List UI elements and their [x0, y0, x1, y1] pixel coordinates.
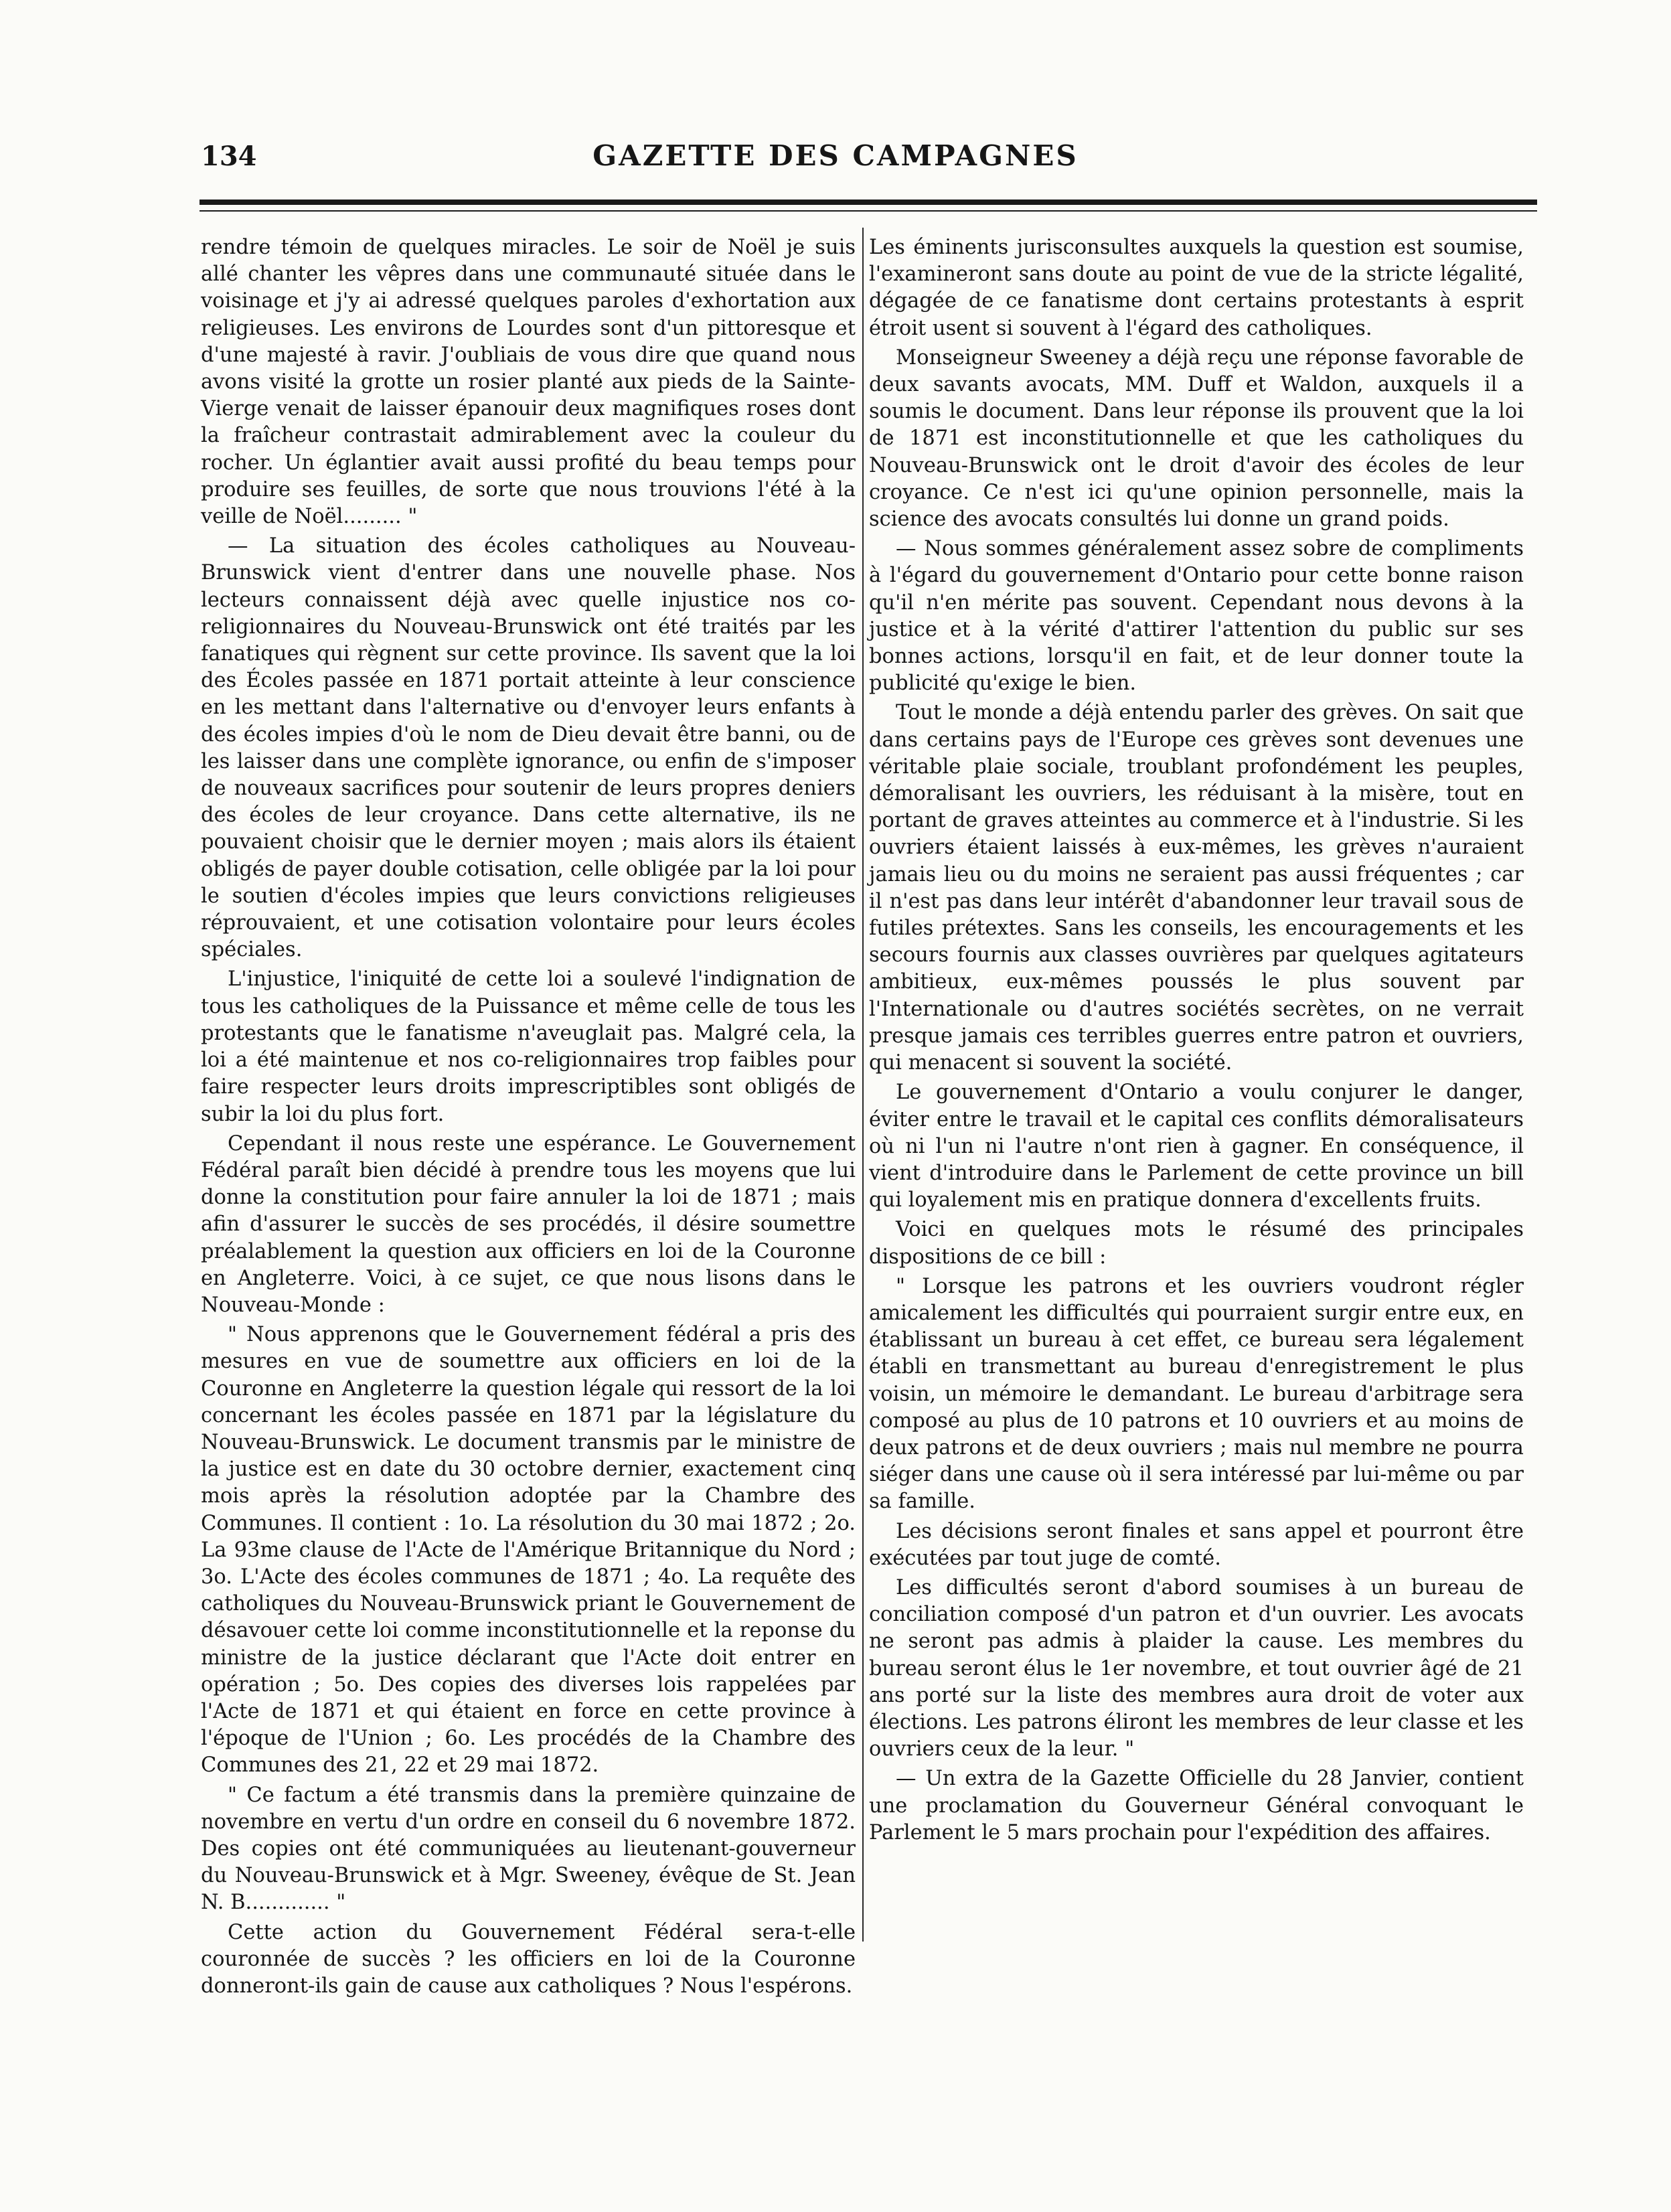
paragraph-decisions: Les décisions seront finales et sans appel et pourront être exécutées par tout juge de comté. [869, 1519, 1524, 1570]
paragraph-lourdes-letter: rendre témoin de quelques miracles. Le soir de Noël je suis allé chanter les vêpres dans une communauté située dans le voisinage et j'y ai adressé quelques paroles d'exhortation aux religieuses. Les environs de Lourdes sont d'un pittoresque et d'une majesté à ravir. J'oubliais de vous dire que quand nous avons visité la grotte un rosier planté aux pieds de la Sainte-Vierge venait de laisser épanouir deux magnifiques roses dont la fraîcheur contrastait admirablement avec la couleur du rocher. Un églantier avait aussi profité du beau temps pour produire ses feuilles, de sorte que nous trouvions l'été à la veille de Noël......... " [201, 236, 856, 529]
paragraph-arbitration: " Lorsque les patrons et les ouvriers voudront régler amicalement les difficultés qui pourraient surgir entre eux, en établissant un bureau à cet effet, ce bureau sera légalement établi en transmettant au bureau d'enregistrement le plus voisin, un mémoire le demandant. Le bureau d'arbitrage sera composé au plus de 10 patrons et 10 ouvriers et au moins de deux patrons et de deux ouvriers ; mais nul membre ne pourra siéger dans une cause où il sera intéressé par lui-même ou par sa famille. [869, 1274, 1524, 1514]
paragraph-hope: Cependant il nous reste une espérance. Le Gouvernement Fédéral paraît bien décidé à prendre tous les moyens que lui donne la constitution pour faire annuler la loi de 1871 ; mais afin d'assurer le succès de ses procédés, il désire soumettre préalablement la question aux officiers en loi de la Couronne en Angleterre. Voici, à ce sujet, ce que nous lisons dans le Nouveau-Monde : [201, 1131, 856, 1317]
paragraph-quote-nouveau-monde: " Nous apprenons que le Gouvernement fédéral a pris des mesures en vue de soumettre aux officiers en loi de la Couronne en Angleterre la question légale qui ressort de la loi concernant les écoles passée en 1871 par la législature du Nouveau-Brunswick. Le document transmis par le ministre de la justice est en date du 30 octobre dernier, exactement cinq mois après la résolution adoptée par la Chambre des Communes. Il contient : 1o. La résolution du 30 mai 1872 ; 2o. La 93me clause de l'Acte de l'Amérique Britannique du Nord ; 3o. L'Acte des écoles communes de 1871 ; 4o. La requête des catholiques du Nouveau-Brunswick priant le Gouvernement de désavouer cette loi comme inconstitutionnelle et la reponse du ministre de la justice déclarant que l'Acte doit entrer en opération ; 5o. Des copies des diverses lois rappelées par l'Acte de 1871 et qui étaient en force en cette province à l'époque de l'Union ; 6o. Les procédés de la Chambre des Communes des 21, 22 et 29 mai 1872. [201, 1323, 856, 1778]
header-rule-thick [200, 200, 1537, 205]
paragraph-injustice: L'injustice, l'iniquité de cette loi a soulevé l'indignation de tous les catholiques de la Puissance et même celle de tous les protestants que le fanatisme n'aveuglait pas. Malgré cela, la loi a été maintenue et nos co-religionnaires trop faibles pour faire respecter leurs droits imprescriptibles sont obligés de subir la loi du plus fort. [201, 967, 856, 1126]
paragraph-jurisconsults: Les éminents jurisconsultes auxquels la question est soumise, l'examineront sans doute au point de vue de la stricte légalité, dégagée de ce fanatisme dont certains protestants à esprit étroit usent si souvent à l'égard des catholiques. [869, 236, 1524, 340]
paragraph-gazette-officielle: — Un extra de la Gazette Officielle du 28 Janvier, contient une proclamation du Gouverneur Général convoquant le Parlement le 5 mars prochain pour l'expédition des affaires. [869, 1767, 1524, 1844]
column-divider [862, 228, 864, 1942]
paragraph-bill-summary: Voici en quelques mots le résumé des principales dispositions de ce bill : [869, 1218, 1524, 1269]
paragraph-conciliation: Les difficultés seront d'abord soumises à un bureau de conciliation composé d'un patron et d'un ouvrier. Les avocats ne seront pas admis à plaider la cause. Les membres du bureau seront élus le 1er novembre, et tout ouvrier âgé de 21 ans porté sur la liste des membres aura droit de voter aux élections. Les patrons éliront les membres de leur classe et les ouvriers ceux de la leur. " [869, 1575, 1524, 1761]
paragraph-ontario-compliments: — Nous sommes généralement assez sobre de compliments à l'égard du gouvernement d'Ontario pour cette bonne raison qu'il n'en mérite pas souvent. Cependant nous devons à la justice et à la vérité d'attirer l'attention du public sur ses bonnes actions, lorsqu'il en fait, et de leur donner toute la publicité qu'exige le bien. [869, 537, 1524, 696]
paragraph-nb-schools-intro: — La situation des écoles catholiques au Nouveau-Brunswick vient d'entrer dans une nouvelle phase. Nos lecteurs connaissent déjà avec quelle injustice nos co-religionnaires du Nouveau-Brunswick ont été traités par les fanatiques qui règnent sur cette province. Ils savent que la loi des Écoles passée en 1871 portait atteinte à leur conscience en les mettant dans l'alternative ou d'envoyer leurs enfants à des écoles impies d'où le nom de Dieu devait être banni, ou de les laisser dans une complète ignorance, ou enfin de s'imposer de nouveaux sacrifices pour soutenir de leurs propres deniers des écoles de leur croyance. Dans cette alternative, ils ne pouvaient choisir que le dernier moyen ; mais alors ils étaient obligés de payer double cotisation, celle obligée par la loi pour le soutien d'écoles impies que leurs convictions religieuses réprouvaient, et une cotisation volontaire pour leurs écoles spéciales. [201, 534, 856, 962]
page-number: 134 [201, 141, 257, 172]
paragraph-factum: " Ce factum a été transmis dans la première quinzaine de novembre en vertu d'un ordre en conseil du 6 novembre 1872. Des copies ont été communiquées au lieutenant-gouverneur du Nouveau-Brunswick et à Mgr. Sweeney, évêque de St. Jean N. B............. " [201, 1783, 856, 1915]
masthead-title: GAZETTE DES CAMPAGNES [592, 139, 1079, 172]
paragraph-strikes: Tout le monde a déjà entendu parler des grèves. On sait que dans certains pays de l'Europe ces grèves sont devenues une véritable plaie sociale, troublant profondément les peuples, démoralisant les ouvriers, les réduisant à la misère, tout en portant de graves atteintes au commerce et à l'industrie. Si les ouvriers étaient laissés à eux-mêmes, les grèves n'auraient jamais lieu ou du moins ne seraient pas aussi fréquentes ; car il n'est pas dans leur intérêt d'abandonner leur travail sous de futiles prétextes. Sans les conseils, les encouragements et les secours fournis aux classes ouvrières par quelques agitateurs ambitieux, eux-mêmes poussés le plus souvent par l'Internationale ou d'autres sociétés secrètes, on ne verrait presque jamais ces terribles guerres entre patron et ouvriers, qui menacent si souvent la société. [869, 701, 1524, 1075]
paragraph-success-question: Cette action du Gouvernement Fédéral sera-t-elle couronnée de succès ? les officiers en loi de la Couronne donneront-ils gain de cause aux catholiques ? Nous l'espérons. [201, 1920, 856, 1998]
paragraph-sweeney: Monseigneur Sweeney a déjà reçu une réponse favorable de deux savants avocats, MM. Duff et Waldon, auxquels il a soumis le document. Dans leur réponse ils prouvent que la loi de 1871 est inconstitutionnelle et que les catholiques du Nouveau-Brunswick ont le droit d'avoir des écoles de leur croyance. Ce n'est ici qu'une opinion personnelle, mais la science des avocats consultés lui donne un grand poids. [869, 345, 1524, 532]
left-column [201, 234, 856, 2002]
paragraph-ontario-bill: Le gouvernement d'Ontario a voulu conjurer le danger, éviter entre le travail et le capital ces conflits démoralisateurs où ni l'un ni l'autre n'ont rien à gagner. En conséquence, il vient d'introduire dans le Parlement de cette province un bill qui loyalement mis en pratique donnera d'excellents fruits. [869, 1081, 1524, 1212]
header-rule-thin [200, 210, 1537, 212]
right-column [869, 234, 1524, 1849]
